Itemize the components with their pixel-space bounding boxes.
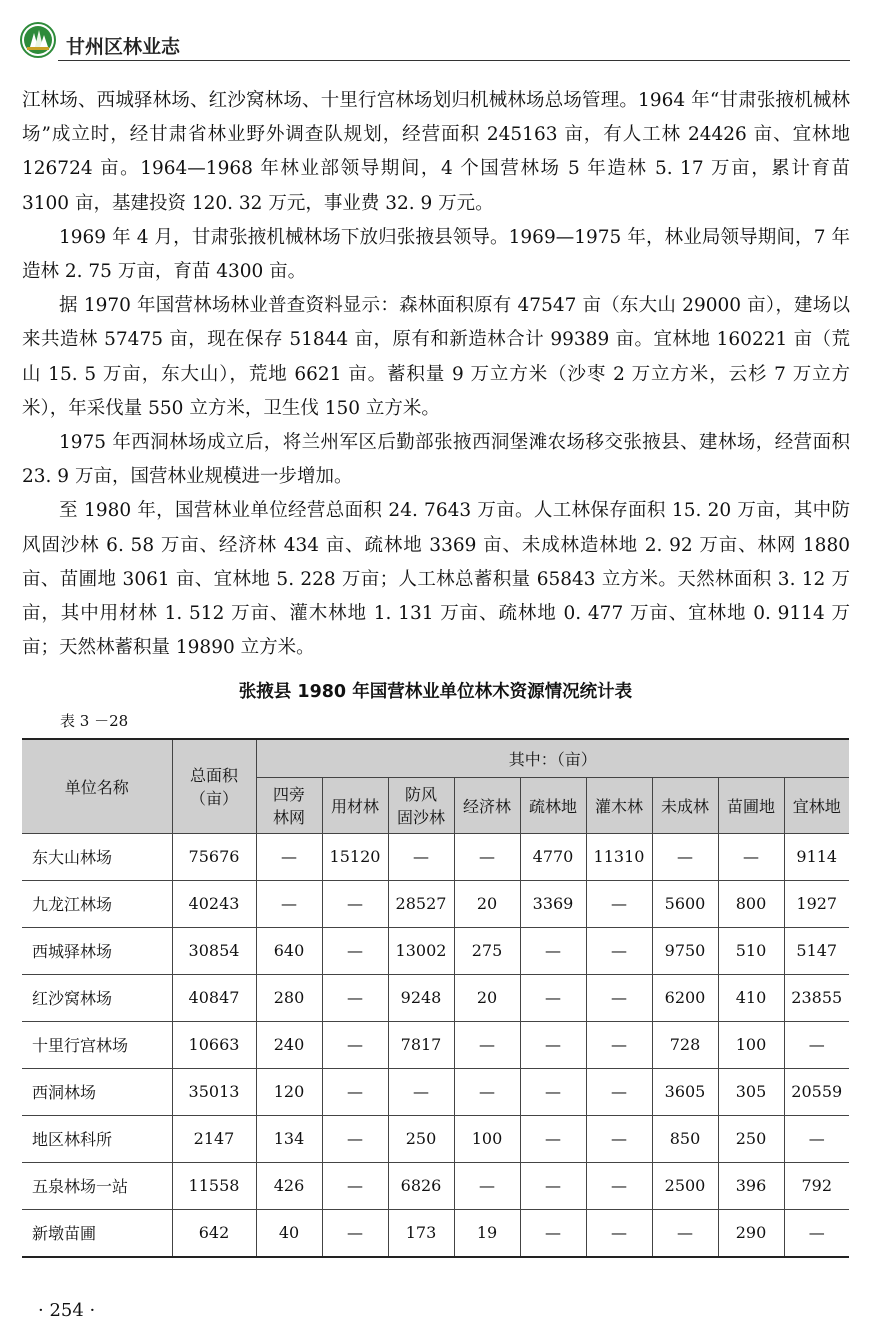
- table-cell: —: [520, 1115, 586, 1162]
- table-cell: —: [586, 974, 652, 1021]
- table-cell: 275: [454, 927, 520, 974]
- table-cell: 9114: [784, 833, 849, 880]
- table-row: [22, 927, 849, 974]
- table-cell: 30854: [172, 927, 256, 974]
- table-cell: 35013: [172, 1068, 256, 1115]
- table-cell: 305: [718, 1068, 784, 1115]
- paragraph: 1975 年西洞林场成立后，将兰州军区后勤部张掖西洞堡滩农场移交张掖县、建林场，经营面积 23. 9 万亩，国营林业规模进一步增加。: [22, 432, 850, 488]
- header-rule: [58, 60, 850, 61]
- table-cell: 792: [784, 1162, 849, 1209]
- table-cell: 2147: [172, 1115, 256, 1162]
- table-cell: 10663: [172, 1021, 256, 1068]
- table-cell: 642: [172, 1209, 256, 1257]
- unit-name-cell: 新墩苗圃: [22, 1209, 172, 1257]
- table-cell: 250: [388, 1115, 454, 1162]
- unit-name-cell: 地区林科所: [22, 1115, 172, 1162]
- table-cell: 20: [454, 974, 520, 1021]
- table-title: 张掖县 1980 年国营林业单位林木资源情况统计表: [238, 682, 633, 702]
- table-cell: —: [652, 833, 718, 880]
- table-cell: —: [388, 833, 454, 880]
- table-cell: 3369: [520, 880, 586, 927]
- table-cell: 9248: [388, 974, 454, 1021]
- header-sub-column: 灌木林: [586, 777, 652, 833]
- table-cell: 100: [454, 1115, 520, 1162]
- table-cell: 23855: [784, 974, 849, 1021]
- table-row: [22, 1021, 849, 1068]
- table-cell: —: [454, 1021, 520, 1068]
- table-cell: 3605: [652, 1068, 718, 1115]
- table-cell: 9750: [652, 927, 718, 974]
- header-sub-column: 苗圃地: [718, 777, 784, 833]
- table-cell: —: [586, 1068, 652, 1115]
- table-cell: —: [586, 1021, 652, 1068]
- header-sub-column: 经济林: [454, 777, 520, 833]
- table-cell: 28527: [388, 880, 454, 927]
- table-cell: —: [322, 1021, 388, 1068]
- table-cell: 20559: [784, 1068, 849, 1115]
- table-cell: —: [388, 1068, 454, 1115]
- table-cell: 20: [454, 880, 520, 927]
- table-row: [22, 974, 849, 1021]
- table-cell: —: [586, 1209, 652, 1257]
- table-cell: —: [520, 927, 586, 974]
- table-cell: —: [256, 880, 322, 927]
- table-cell: —: [784, 1209, 849, 1257]
- table-cell: 11558: [172, 1162, 256, 1209]
- table-cell: 75676: [172, 833, 256, 880]
- table-cell: —: [586, 1115, 652, 1162]
- table-cell: 280: [256, 974, 322, 1021]
- table-cell: 800: [718, 880, 784, 927]
- table-cell: —: [520, 974, 586, 1021]
- header-total-area: 总面积 （亩）: [172, 739, 256, 833]
- table-cell: —: [520, 1162, 586, 1209]
- unit-name-cell: 十里行宫林场: [22, 1021, 172, 1068]
- table-cell: —: [256, 833, 322, 880]
- unit-name-cell: 东大山林场: [22, 833, 172, 880]
- table-cell: —: [652, 1209, 718, 1257]
- table-cell: 40: [256, 1209, 322, 1257]
- header-sub-column: 未成林: [652, 777, 718, 833]
- table-row: [22, 880, 849, 927]
- table-cell: 250: [718, 1115, 784, 1162]
- table-cell: 728: [652, 1021, 718, 1068]
- header-sub-column: 宜林地: [784, 777, 849, 833]
- forest-trees-icon: [20, 22, 56, 58]
- table-cell: 1927: [784, 880, 849, 927]
- unit-name-cell: 红沙窝林场: [22, 974, 172, 1021]
- table-cell: 4770: [520, 833, 586, 880]
- table-cell: 19: [454, 1209, 520, 1257]
- table-cell: 290: [718, 1209, 784, 1257]
- table-cell: 640: [256, 927, 322, 974]
- table-cell: —: [454, 833, 520, 880]
- table-cell: 13002: [388, 927, 454, 974]
- header-unit-name: 单位名称: [22, 739, 172, 833]
- unit-name-cell: 西洞林场: [22, 1068, 172, 1115]
- table-cell: —: [784, 1021, 849, 1068]
- table-cell: —: [322, 1068, 388, 1115]
- table-cell: 410: [718, 974, 784, 1021]
- table-cell: 40847: [172, 974, 256, 1021]
- book-title: 甘州区林业志: [66, 36, 181, 58]
- table-cell: —: [454, 1068, 520, 1115]
- forest-resources-table: [22, 738, 849, 1258]
- table-cell: 7817: [388, 1021, 454, 1068]
- table-cell: 426: [256, 1162, 322, 1209]
- table-cell: 510: [718, 927, 784, 974]
- table-header: [22, 739, 849, 833]
- table-cell: —: [586, 927, 652, 974]
- table-cell: 100: [718, 1021, 784, 1068]
- table-cell: 40243: [172, 880, 256, 927]
- table-row: [22, 1068, 849, 1115]
- table-label: 表 3 －28: [60, 712, 129, 730]
- table-cell: —: [454, 1162, 520, 1209]
- table-row: [22, 1115, 849, 1162]
- table-cell: 15120: [322, 833, 388, 880]
- table-cell: 6200: [652, 974, 718, 1021]
- unit-name-cell: 九龙江林场: [22, 880, 172, 927]
- table-cell: 134: [256, 1115, 322, 1162]
- page-header: [20, 20, 850, 66]
- paragraph-continued: 江林场、西城驿林场、红沙窝林场、十里行宫林场划归机械林场总场管理。1964 年“甘肃张掖机械林场”成立时，经甘肃省林业野外调查队规划，经营面积 245163 亩，有人工林 24426 亩、宜林地 126724 亩。1964—1968 年林业部领导期间，4 个国营林场 5 年造林 5. 17 万亩，累计育苗 3100 亩，基建投资 120. 32 万元，事业费 32. 9 万元。: [22, 90, 850, 214]
- table-cell: 240: [256, 1021, 322, 1068]
- table-cell: —: [586, 1162, 652, 1209]
- table-cell: 2500: [652, 1162, 718, 1209]
- table-row: [22, 1209, 849, 1257]
- table-cell: —: [322, 1115, 388, 1162]
- table-cell: —: [784, 1115, 849, 1162]
- table-cell: —: [322, 974, 388, 1021]
- table-cell: —: [718, 833, 784, 880]
- table-cell: —: [322, 1162, 388, 1209]
- paragraph: 至 1980 年，国营林业单位经营总面积 24. 7643 万亩。人工林保存面积 15. 20 万亩，其中防风固沙林 6. 58 万亩、经济林 434 亩、疏林地 3369 亩、未成林造林地 2. 92 万亩、林网 1880 亩、苗圃地 3061 亩、宜林地 5. 228 万亩；人工林总蓄积量 65843 立方米。天然林面积 3. 12 万亩，其中用材林 1. 512 万亩、灌木林地 1. 131 万亩、疏林地 0. 477 万亩、宜林地 0. 9114 万亩；天然林蓄积量 19890 立方米。: [22, 500, 850, 659]
- unit-name-cell: 五泉林场一站: [22, 1162, 172, 1209]
- table-cell: —: [520, 1068, 586, 1115]
- table-cell: —: [520, 1021, 586, 1068]
- table-cell: 5600: [652, 880, 718, 927]
- table-cell: 5147: [784, 927, 849, 974]
- table-cell: 396: [718, 1162, 784, 1209]
- header-sub-column: 疏林地: [520, 777, 586, 833]
- table-cell: —: [322, 927, 388, 974]
- table-row: [22, 833, 849, 880]
- unit-name-cell: 西城驿林场: [22, 927, 172, 974]
- header-sub-column: 防风 固沙林: [388, 777, 454, 833]
- table-cell: 173: [388, 1209, 454, 1257]
- table-cell: 120: [256, 1068, 322, 1115]
- header-sub-column: 用材林: [322, 777, 388, 833]
- table-cell: 11310: [586, 833, 652, 880]
- table-cell: 6826: [388, 1162, 454, 1209]
- header-sub-column: 四旁 林网: [256, 777, 322, 833]
- table-cell: —: [520, 1209, 586, 1257]
- table-cell: —: [322, 1209, 388, 1257]
- paragraph: 据 1970 年国营林场林业普查资料显示：森林面积原有 47547 亩（东大山 29000 亩），建场以来共造林 57475 亩，现在保存 51844 亩，原有和新造林合计 99389 亩。宜林地 160221 亩（荒山 15. 5 万亩，东大山），荒地 6621 亩。蓄积量 9 万立方米（沙枣 2 万立方米，云杉 7 万立方米），年采伐量 550 立方米，卫生伐 150 立方米。: [22, 295, 850, 419]
- table-cell: —: [322, 880, 388, 927]
- table-cell: 850: [652, 1115, 718, 1162]
- table-cell: —: [586, 880, 652, 927]
- body-text: [22, 84, 850, 665]
- header-group: 其中：（亩）: [256, 739, 849, 777]
- table-row: [22, 1162, 849, 1209]
- paragraph: 1969 年 4 月，甘肃张掖机械林场下放归张掖县领导。1969—1975 年，林业局领导期间，7 年造林 2. 75 万亩，育苗 4300 亩。: [22, 226, 850, 283]
- page-number: · 254 ·: [38, 1300, 96, 1321]
